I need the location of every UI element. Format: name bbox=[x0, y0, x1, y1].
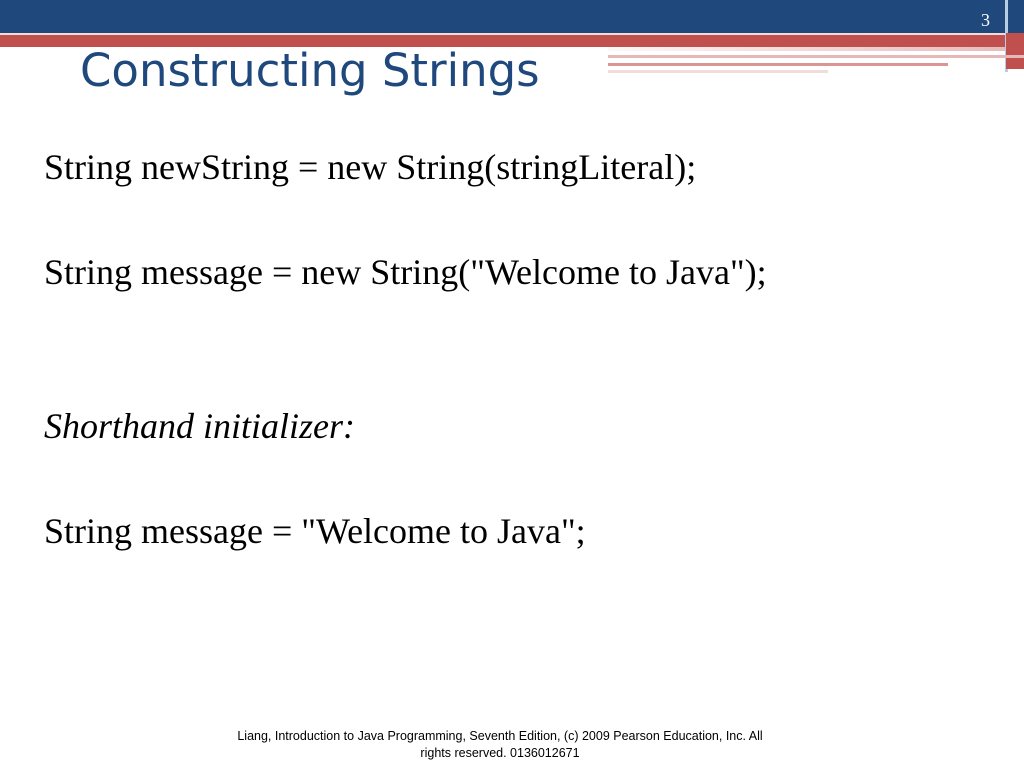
code-line-message-new: String message = new String("Welcome to Java"); bbox=[44, 252, 767, 292]
decorative-stripe bbox=[608, 55, 1024, 58]
footer-line-1: Liang, Introduction to Java Programming, Seventh Edition, (c) 2009 Pearson Education, Inc. All bbox=[237, 729, 763, 743]
footer-line-2: rights reserved. 0136012671 bbox=[420, 746, 580, 760]
code-line-message-literal: String message = "Welcome to Java"; bbox=[44, 511, 586, 551]
page-number: 3 bbox=[981, 10, 990, 30]
decorative-stripe bbox=[608, 70, 828, 73]
header-blue-band bbox=[0, 0, 1024, 33]
decorative-stripe bbox=[608, 63, 948, 66]
shorthand-label: Shorthand initializer: bbox=[44, 406, 356, 446]
header-right-accent bbox=[1006, 33, 1024, 69]
footer-copyright bbox=[190, 728, 810, 762]
slide-title: Constructing Strings bbox=[80, 44, 540, 97]
code-line-constructor: String newString = new String(stringLiteral); bbox=[44, 147, 697, 187]
header-divider-line bbox=[0, 33, 1024, 35]
